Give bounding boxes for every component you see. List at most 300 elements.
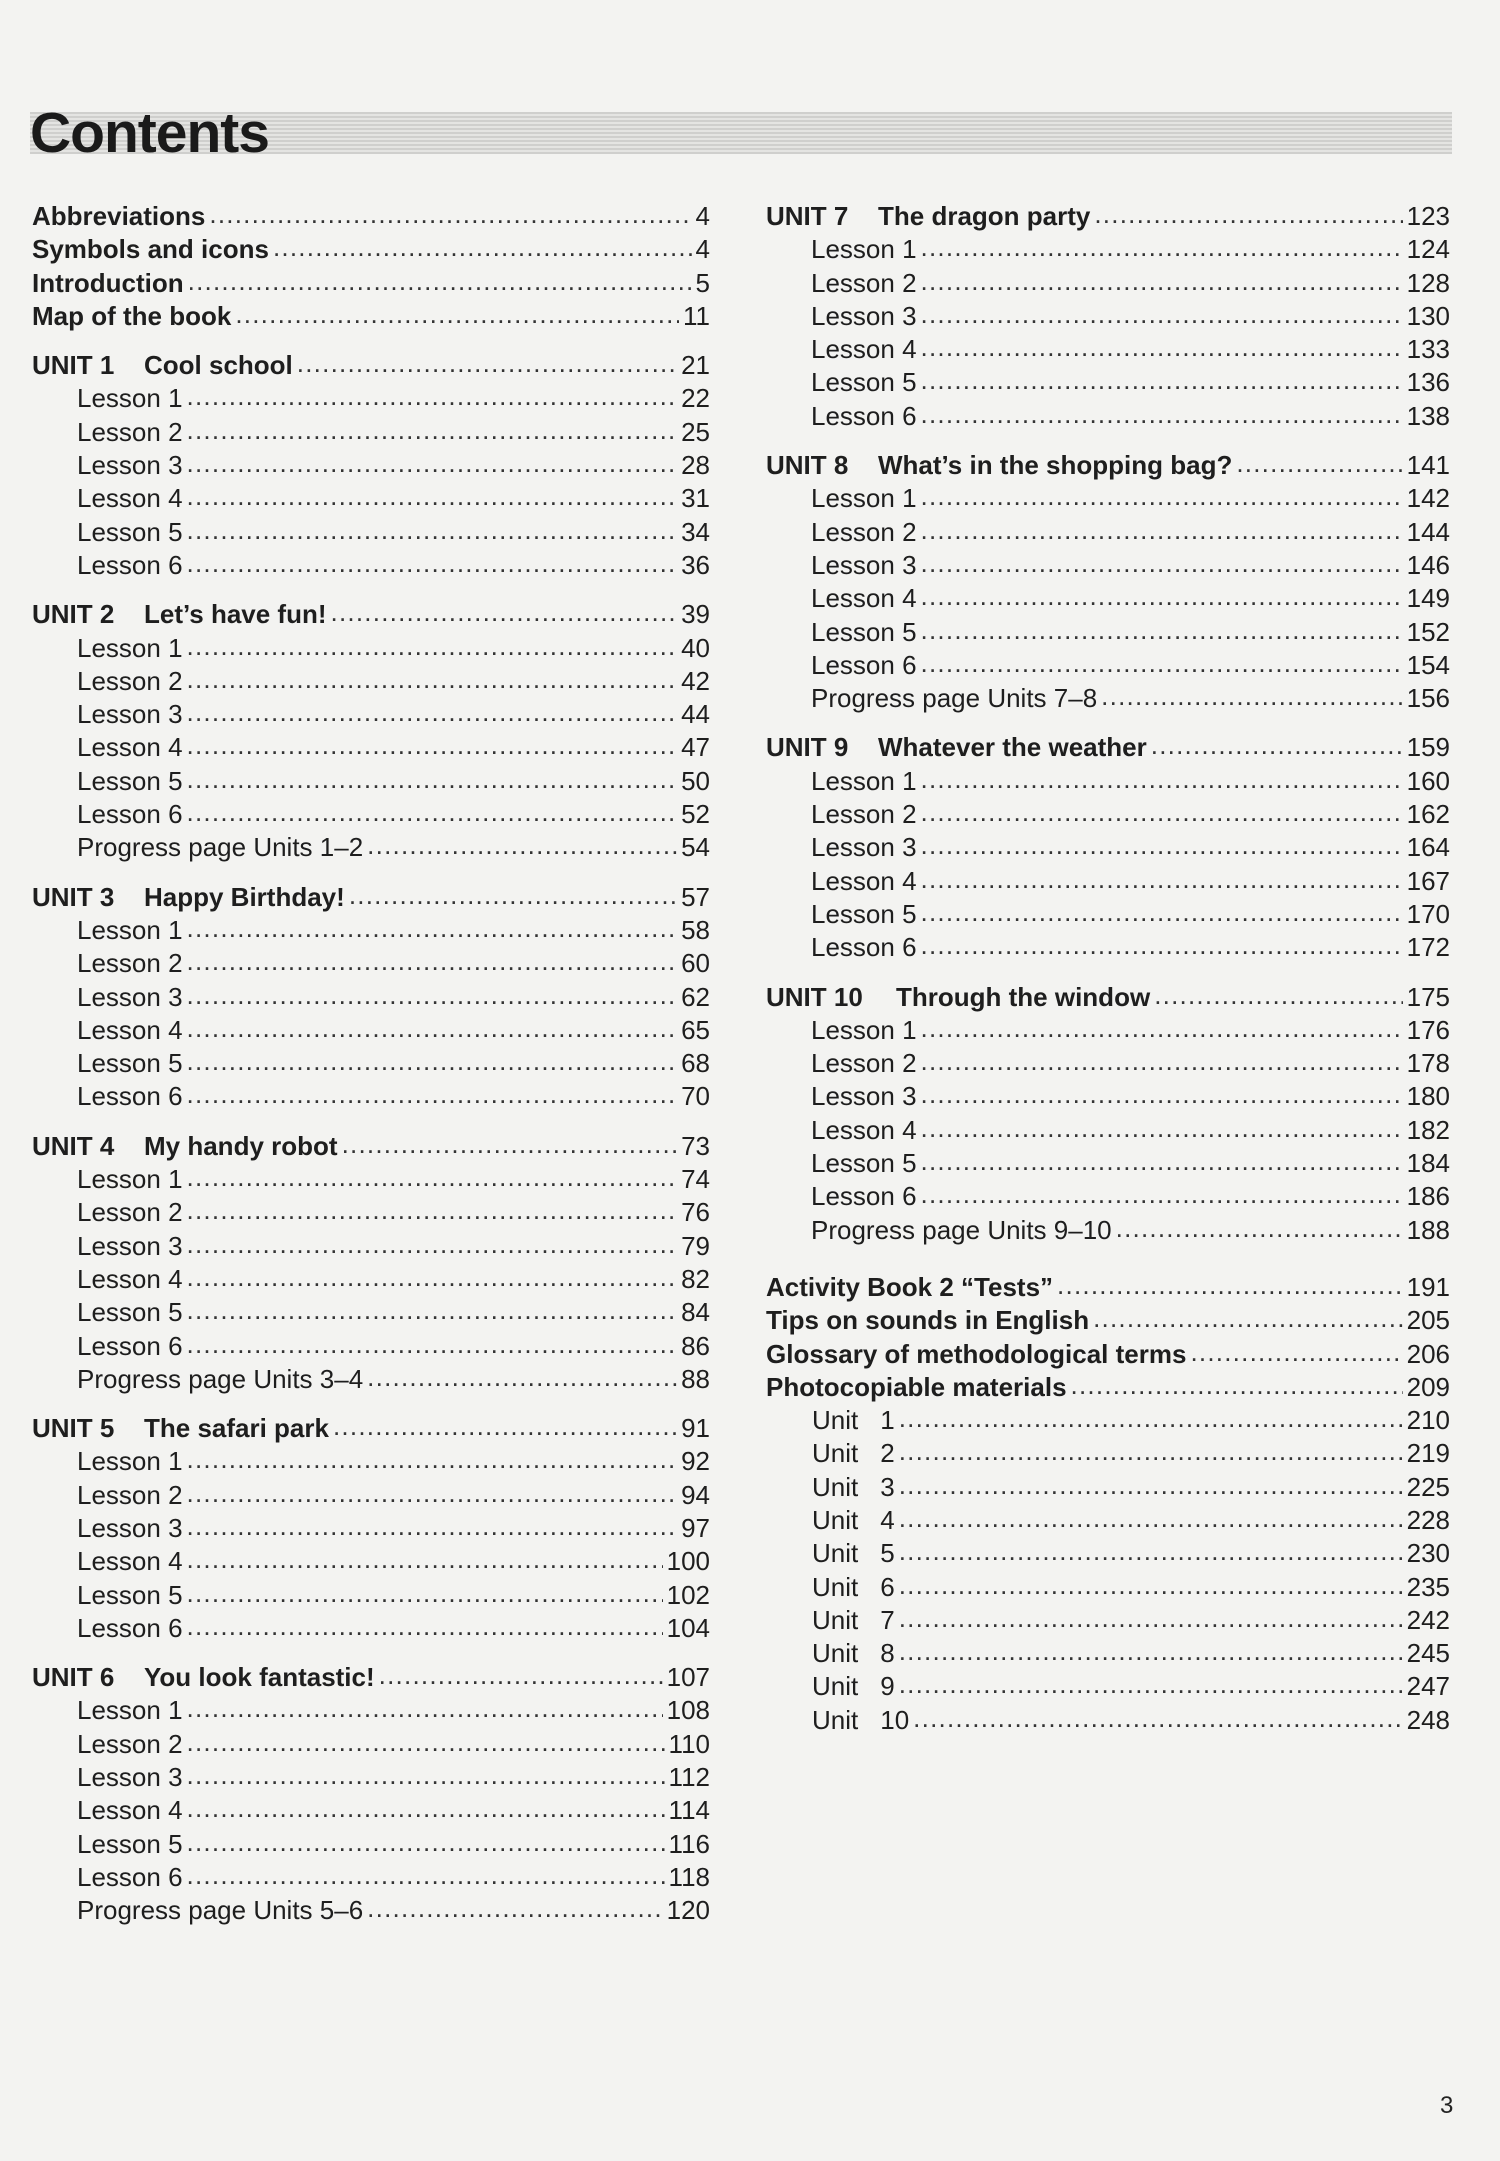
dot-leader xyxy=(187,1228,678,1261)
dot-leader xyxy=(921,1012,1403,1045)
entry-page-number: 133 xyxy=(1406,334,1450,365)
unit-number: UNIT 2 xyxy=(32,599,115,630)
dot-leader xyxy=(921,863,1403,896)
entry-label: Lesson 1 xyxy=(811,483,917,514)
lesson-entry[interactable] xyxy=(32,1196,710,1229)
dot-leader xyxy=(921,231,1403,264)
entry-label: Lesson 1 xyxy=(77,1446,183,1477)
dot-leader xyxy=(187,1012,678,1045)
unit-word: Unit xyxy=(812,1438,859,1469)
front-matter-entry[interactable] xyxy=(32,233,710,266)
unit-heading[interactable] xyxy=(32,1412,710,1445)
lesson-entry[interactable] xyxy=(766,865,1450,898)
photocopiable-unit-entry[interactable] xyxy=(766,1504,1450,1537)
entry-page-number: 180 xyxy=(1406,1081,1450,1112)
entry-page-number: 70 xyxy=(681,1081,710,1112)
lesson-entry[interactable] xyxy=(32,698,710,731)
entry-label: Lesson 2 xyxy=(811,267,917,298)
lesson-entry[interactable] xyxy=(32,1014,710,1047)
entry-page-number: 162 xyxy=(1406,799,1450,830)
unit-name: You look fantastic! xyxy=(144,1662,375,1693)
unit-name: The dragon party xyxy=(878,201,1091,231)
entry-label: Lesson 3 xyxy=(811,549,917,580)
contents-right-column xyxy=(766,200,1450,1737)
lesson-entry[interactable] xyxy=(32,731,710,764)
dot-leader xyxy=(899,1635,1403,1668)
entry-page-number: 123 xyxy=(1406,201,1450,231)
lesson-entry[interactable] xyxy=(32,1230,710,1263)
entry-page-number: 58 xyxy=(681,914,710,945)
unit-number: UNIT 4 xyxy=(32,1130,115,1161)
entry-label: Lesson 5 xyxy=(811,898,917,929)
photocopiable-unit-entry[interactable] xyxy=(766,1637,1450,1670)
entry-page-number: 50 xyxy=(681,765,710,796)
lesson-entry[interactable] xyxy=(766,366,1450,399)
dot-leader xyxy=(379,1659,663,1692)
entry-label xyxy=(812,1471,895,1504)
entry-page-number: 102 xyxy=(666,1579,710,1610)
unit-name: My handy robot xyxy=(144,1130,338,1161)
lesson-entry[interactable] xyxy=(32,1263,710,1296)
entry-label: Lesson 5 xyxy=(811,367,917,398)
lesson-entry[interactable] xyxy=(32,1163,710,1196)
entry-page-number: 228 xyxy=(1406,1504,1450,1535)
dot-leader xyxy=(1094,198,1402,231)
dot-leader xyxy=(187,514,678,547)
dot-leader xyxy=(899,1502,1403,1535)
entry-label: Lesson 3 xyxy=(77,699,183,730)
unit-number: 4 xyxy=(880,1504,895,1535)
lesson-entry[interactable] xyxy=(766,482,1450,515)
unit-heading[interactable] xyxy=(766,200,1450,233)
unit-number: 7 xyxy=(880,1604,895,1635)
lesson-entry[interactable] xyxy=(766,931,1450,964)
entry-page-number: 159 xyxy=(1406,732,1450,763)
lesson-entry[interactable] xyxy=(32,798,710,831)
unit-word: Unit xyxy=(812,1504,859,1535)
entry-label: Lesson 4 xyxy=(77,483,183,514)
entry-label: Lesson 5 xyxy=(77,765,183,796)
entry-label xyxy=(812,1670,895,1703)
back-matter-entry[interactable] xyxy=(766,1271,1450,1304)
unit-word: Unit xyxy=(812,1604,859,1635)
dot-leader xyxy=(921,331,1403,364)
dot-leader xyxy=(187,1826,665,1859)
lesson-entry[interactable] xyxy=(32,1761,710,1794)
progress-page-entry[interactable] xyxy=(32,831,710,864)
unit-number: 9 xyxy=(880,1671,895,1702)
dot-leader xyxy=(921,614,1403,647)
lesson-entry[interactable] xyxy=(766,333,1450,366)
entry-page-number: 209 xyxy=(1406,1371,1450,1402)
lesson-entry[interactable] xyxy=(32,1512,710,1545)
dot-leader xyxy=(187,1078,678,1111)
unit-heading[interactable] xyxy=(32,349,710,382)
dot-leader xyxy=(235,298,679,331)
entry-page-number: 242 xyxy=(1406,1604,1450,1635)
dot-leader xyxy=(899,1602,1403,1635)
dot-leader xyxy=(921,580,1403,613)
unit-number: 6 xyxy=(880,1571,895,1602)
entry-page-number: 82 xyxy=(681,1263,710,1294)
dot-leader xyxy=(187,912,678,945)
lesson-entry[interactable] xyxy=(32,1296,710,1329)
lesson-entry[interactable] xyxy=(32,1047,710,1080)
lesson-entry[interactable] xyxy=(766,649,1450,682)
entry-page-number: 206 xyxy=(1406,1338,1450,1369)
front-matter-entry[interactable] xyxy=(32,267,710,300)
dot-leader xyxy=(187,1477,678,1510)
entry-label: Lesson 2 xyxy=(811,516,917,547)
entry-page-number: 79 xyxy=(681,1230,710,1261)
entry-label: Lesson 1 xyxy=(77,1164,183,1195)
dot-leader xyxy=(921,763,1403,796)
lesson-entry[interactable] xyxy=(32,1545,710,1578)
unit-word: Unit xyxy=(812,1538,859,1569)
entry-page-number: 144 xyxy=(1406,516,1450,547)
entry-label: Lesson 3 xyxy=(77,1512,183,1543)
lesson-entry[interactable] xyxy=(766,549,1450,582)
entry-label: Progress page Units 5–6 xyxy=(77,1895,364,1926)
dot-leader xyxy=(921,1145,1403,1178)
lesson-entry[interactable] xyxy=(766,1014,1450,1047)
entry-label: Lesson 1 xyxy=(77,1695,183,1726)
entry-label: Lesson 4 xyxy=(77,1546,183,1577)
unit-title xyxy=(32,1412,329,1445)
entry-page-number: 65 xyxy=(681,1014,710,1045)
lesson-entry[interactable] xyxy=(32,981,710,1014)
dot-leader xyxy=(1190,1336,1402,1369)
entry-page-number: 42 xyxy=(681,665,710,696)
entry-label: Lesson 2 xyxy=(77,665,183,696)
unit-heading[interactable] xyxy=(32,1661,710,1694)
lesson-entry[interactable] xyxy=(32,1612,710,1645)
lesson-entry[interactable] xyxy=(32,1445,710,1478)
dot-leader xyxy=(899,1402,1403,1435)
entry-page-number: 76 xyxy=(681,1197,710,1228)
lesson-entry[interactable] xyxy=(32,914,710,947)
dot-leader xyxy=(187,1726,665,1759)
unit-number: UNIT 8 xyxy=(766,450,849,481)
entry-page-number: 156 xyxy=(1406,683,1450,714)
lesson-entry[interactable] xyxy=(32,1330,710,1363)
photocopiable-unit-entry[interactable] xyxy=(766,1670,1450,1703)
entry-page-number: 73 xyxy=(681,1130,710,1161)
entry-label: Lesson 3 xyxy=(811,832,917,863)
entry-label: Lesson 6 xyxy=(77,799,183,830)
lesson-entry[interactable] xyxy=(32,665,710,698)
lesson-entry[interactable] xyxy=(766,1180,1450,1213)
unit-title xyxy=(766,731,1147,764)
unit-heading[interactable] xyxy=(32,598,710,631)
unit-number: 1 xyxy=(880,1405,895,1436)
entry-label: Lesson 6 xyxy=(811,932,917,963)
entry-page-number: 210 xyxy=(1406,1405,1450,1436)
lesson-entry[interactable] xyxy=(766,233,1450,266)
entry-page-number: 225 xyxy=(1406,1471,1450,1502)
page-title: Contents xyxy=(30,101,269,165)
dot-leader xyxy=(367,1361,677,1394)
dot-leader xyxy=(921,647,1403,680)
progress-page-entry[interactable] xyxy=(766,1214,1450,1247)
unit-word: Unit xyxy=(812,1405,859,1436)
entry-page-number: 97 xyxy=(681,1512,710,1543)
entry-page-number: 167 xyxy=(1406,865,1450,896)
lesson-entry[interactable] xyxy=(32,1861,710,1894)
dot-leader xyxy=(1151,729,1403,762)
entry-page-number: 11 xyxy=(683,300,710,331)
entry-page-number: 22 xyxy=(681,383,710,414)
entry-label: Lesson 5 xyxy=(77,516,183,547)
lesson-entry[interactable] xyxy=(32,1728,710,1761)
entry-page-number: 31 xyxy=(681,483,710,514)
entry-page-number: 184 xyxy=(1406,1148,1450,1179)
lesson-entry[interactable] xyxy=(32,382,710,415)
entry-page-number: 138 xyxy=(1406,400,1450,431)
lesson-entry[interactable] xyxy=(32,416,710,449)
dot-leader xyxy=(333,1410,677,1443)
lesson-entry[interactable] xyxy=(766,582,1450,615)
entry-label: Lesson 5 xyxy=(77,1579,183,1610)
dot-leader xyxy=(921,929,1403,962)
entry-label: Lesson 2 xyxy=(811,799,917,830)
lesson-entry[interactable] xyxy=(32,482,710,515)
unit-number: 2 xyxy=(880,1438,895,1469)
dot-leader xyxy=(342,1128,678,1161)
entry-page-number: 86 xyxy=(681,1330,710,1361)
lesson-entry[interactable] xyxy=(32,632,710,665)
entry-page-number: 91 xyxy=(681,1413,710,1444)
entry-page-number: 25 xyxy=(681,416,710,447)
entry-page-number: 146 xyxy=(1406,549,1450,580)
entry-page-number: 154 xyxy=(1406,649,1450,680)
entry-page-number: 68 xyxy=(681,1048,710,1079)
lesson-entry[interactable] xyxy=(32,1080,710,1113)
entry-page-number: 186 xyxy=(1406,1181,1450,1212)
entry-label xyxy=(812,1571,895,1604)
entry-page-number: 191 xyxy=(1406,1271,1450,1302)
entry-page-number: 60 xyxy=(681,948,710,979)
entry-label: Lesson 1 xyxy=(811,1014,917,1045)
dot-leader xyxy=(187,945,678,978)
entry-label: Lesson 5 xyxy=(811,1148,917,1179)
entry-page-number: 235 xyxy=(1406,1571,1450,1602)
dot-leader xyxy=(921,265,1403,298)
unit-word: Unit xyxy=(812,1704,859,1735)
lesson-entry[interactable] xyxy=(766,765,1450,798)
entry-page-number: 120 xyxy=(666,1895,710,1926)
entry-page-number: 5 xyxy=(695,267,710,298)
entry-page-number: 112 xyxy=(668,1762,710,1793)
dot-leader xyxy=(187,630,678,663)
entry-label: Introduction xyxy=(32,267,184,298)
entry-label: Progress page Units 1–2 xyxy=(77,832,364,863)
dot-leader xyxy=(921,480,1403,513)
entry-label: Progress page Units 7–8 xyxy=(811,683,1098,714)
entry-page-number: 84 xyxy=(681,1297,710,1328)
dot-leader xyxy=(188,265,692,298)
unit-title xyxy=(32,1661,375,1694)
entry-page-number: 170 xyxy=(1406,898,1450,929)
dot-leader xyxy=(921,298,1403,331)
lesson-entry[interactable] xyxy=(766,898,1450,931)
lesson-entry[interactable] xyxy=(766,1147,1450,1180)
entry-page-number: 34 xyxy=(681,516,710,547)
dot-leader xyxy=(187,796,678,829)
lesson-entry[interactable] xyxy=(32,1794,710,1827)
contents-left-column xyxy=(32,200,710,1928)
entry-label: Abbreviations xyxy=(32,201,206,231)
entry-page-number: 175 xyxy=(1406,981,1450,1012)
unit-heading[interactable] xyxy=(766,731,1450,764)
dot-leader xyxy=(187,663,678,696)
entry-page-number: 110 xyxy=(668,1728,710,1759)
lesson-entry[interactable] xyxy=(766,400,1450,433)
entry-page-number: 62 xyxy=(681,981,710,1012)
lesson-entry[interactable] xyxy=(766,616,1450,649)
entry-label: Lesson 6 xyxy=(77,1081,183,1112)
lesson-entry[interactable] xyxy=(32,765,710,798)
entry-label: Lesson 4 xyxy=(811,583,917,614)
photocopiable-unit-entry[interactable] xyxy=(766,1537,1450,1570)
dot-leader xyxy=(187,1543,663,1576)
dot-leader xyxy=(187,380,678,413)
dot-leader xyxy=(187,1261,678,1294)
back-matter-entry[interactable] xyxy=(766,1371,1450,1404)
lesson-entry[interactable] xyxy=(766,516,1450,549)
dot-leader xyxy=(187,1792,665,1825)
entry-page-number: 57 xyxy=(681,881,710,912)
lesson-entry[interactable] xyxy=(32,449,710,482)
unit-name: Through the window xyxy=(896,981,1151,1012)
entry-label: Lesson 6 xyxy=(811,649,917,680)
unit-heading[interactable] xyxy=(766,981,1450,1014)
dot-leader xyxy=(1101,680,1402,713)
entry-label: Glossary of methodological terms xyxy=(766,1338,1187,1369)
dot-leader xyxy=(187,414,678,447)
dot-leader xyxy=(899,1569,1403,1602)
entry-page-number: 74 xyxy=(681,1164,710,1195)
lesson-entry[interactable] xyxy=(32,1479,710,1512)
lesson-entry[interactable] xyxy=(766,1047,1450,1080)
entry-label: Lesson 4 xyxy=(77,732,183,763)
entry-page-number: 136 xyxy=(1406,367,1450,398)
dot-leader xyxy=(187,1194,678,1227)
dot-leader xyxy=(187,547,678,580)
progress-page-entry[interactable] xyxy=(32,1894,710,1927)
entry-label: Lesson 3 xyxy=(811,1081,917,1112)
entry-page-number: 88 xyxy=(681,1363,710,1394)
entry-page-number: 205 xyxy=(1406,1305,1450,1336)
entry-label: Lesson 3 xyxy=(77,1762,183,1793)
lesson-entry[interactable] xyxy=(766,798,1450,831)
unit-number: 3 xyxy=(880,1471,895,1502)
front-matter-entry[interactable] xyxy=(32,200,710,233)
lesson-entry[interactable] xyxy=(32,549,710,582)
lesson-entry[interactable] xyxy=(32,1828,710,1861)
entry-page-number: 124 xyxy=(1406,234,1450,265)
dot-leader xyxy=(187,1692,663,1725)
front-matter-entry[interactable] xyxy=(32,300,710,333)
entry-label: Lesson 6 xyxy=(77,1612,183,1643)
unit-heading[interactable] xyxy=(766,449,1450,482)
back-matter-entry[interactable] xyxy=(766,1304,1450,1337)
entry-label: Lesson 6 xyxy=(77,1861,183,1892)
progress-page-entry[interactable] xyxy=(32,1363,710,1396)
entry-label xyxy=(812,1537,895,1570)
entry-page-number: 116 xyxy=(668,1828,710,1859)
photocopiable-unit-entry[interactable] xyxy=(766,1571,1450,1604)
unit-title xyxy=(766,200,1090,233)
dot-leader xyxy=(367,829,677,862)
entry-page-number: 21 xyxy=(681,350,710,381)
entry-page-number: 172 xyxy=(1406,932,1450,963)
photocopiable-unit-entry[interactable] xyxy=(766,1471,1450,1504)
lesson-entry[interactable] xyxy=(766,1080,1450,1113)
unit-title xyxy=(32,881,345,914)
lesson-entry[interactable] xyxy=(32,1579,710,1612)
entry-page-number: 108 xyxy=(666,1695,710,1726)
unit-heading[interactable] xyxy=(32,881,710,914)
back-matter-entry[interactable] xyxy=(766,1338,1450,1371)
lesson-entry[interactable] xyxy=(766,300,1450,333)
photocopiable-unit-entry[interactable] xyxy=(766,1437,1450,1470)
dot-leader xyxy=(1116,1212,1403,1245)
entry-label: Activity Book 2 “Tests” xyxy=(766,1271,1054,1302)
dot-leader xyxy=(921,547,1403,580)
photocopiable-unit-entry[interactable] xyxy=(766,1604,1450,1637)
lesson-entry[interactable] xyxy=(32,947,710,980)
entry-label: Lesson 2 xyxy=(77,1728,183,1759)
unit-heading[interactable] xyxy=(32,1130,710,1163)
entry-label: Lesson 4 xyxy=(811,334,917,365)
lesson-entry[interactable] xyxy=(32,516,710,549)
page-number: 3 xyxy=(1440,2092,1454,2119)
entry-label: Lesson 4 xyxy=(77,1795,183,1826)
entry-page-number: 40 xyxy=(681,632,710,663)
photocopiable-unit-entry[interactable] xyxy=(766,1704,1450,1737)
dot-leader xyxy=(187,696,678,729)
unit-name: What’s in the shopping bag? xyxy=(878,450,1233,481)
entry-label: Lesson 6 xyxy=(811,400,917,431)
entry-label: Lesson 2 xyxy=(77,1197,183,1228)
photocopiable-unit-entry[interactable] xyxy=(766,1404,1450,1437)
dot-leader xyxy=(187,1577,663,1610)
lesson-entry[interactable] xyxy=(32,1694,710,1727)
unit-title xyxy=(766,449,1232,482)
dot-leader xyxy=(899,1469,1403,1502)
dot-leader xyxy=(187,1759,665,1792)
unit-number: UNIT 1 xyxy=(32,350,115,381)
entry-label: Lesson 2 xyxy=(77,1479,183,1510)
dot-leader xyxy=(1071,1369,1403,1402)
lesson-entry[interactable] xyxy=(766,1114,1450,1147)
unit-title xyxy=(32,349,293,382)
unit-name: The safari park xyxy=(144,1413,329,1444)
entry-label: Lesson 6 xyxy=(77,549,183,580)
entry-label: Map of the book xyxy=(32,300,232,331)
unit-number: 5 xyxy=(880,1538,895,1569)
unit-name: Cool school xyxy=(144,350,293,381)
entry-label: Symbols and icons xyxy=(32,234,269,265)
lesson-entry[interactable] xyxy=(766,831,1450,864)
entry-page-number: 118 xyxy=(668,1861,710,1892)
lesson-entry[interactable] xyxy=(766,267,1450,300)
progress-page-entry[interactable] xyxy=(766,682,1450,715)
dot-leader xyxy=(187,1859,665,1892)
entry-label: Lesson 1 xyxy=(811,765,917,796)
entry-label: Lesson 3 xyxy=(77,981,183,1012)
